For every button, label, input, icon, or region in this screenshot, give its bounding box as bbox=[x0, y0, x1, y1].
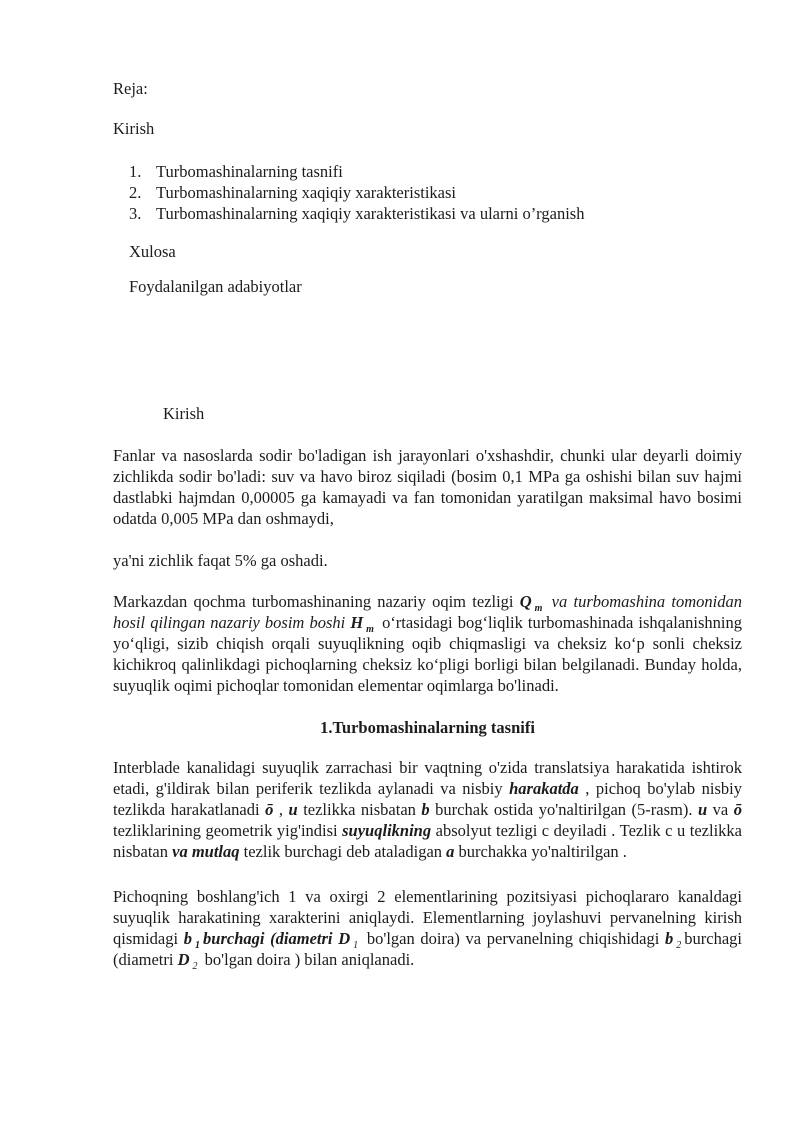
text-segment-italic: va turbomashina tomonidan hosil qilingan nazariy bosim boshi bbox=[113, 592, 742, 632]
text-segment: bo'lgan doira ) bilan aniqlanadi. bbox=[200, 950, 415, 969]
text-segment: tezliklarining geometrik yig'indisi bbox=[113, 821, 343, 840]
symbol-D: D bbox=[177, 950, 190, 969]
outline-list bbox=[129, 161, 742, 224]
subscript-1: 1 bbox=[353, 940, 359, 952]
emphasis-term: suyuqlikning bbox=[342, 821, 432, 840]
text-segment: burchakka yo'naltirilgan . bbox=[454, 842, 627, 861]
symbol-H: H bbox=[350, 613, 364, 632]
emphasis-term: va mutlaq bbox=[172, 842, 240, 861]
text-segment: absolyut tezligi c deyiladi . Tezlik c u tezlikka nisbatan bbox=[113, 821, 742, 861]
subscript-m: m bbox=[534, 603, 543, 615]
section1-heading: 1.Turbomashinalarning tasnifi bbox=[320, 718, 535, 737]
subscript-2: 2 bbox=[676, 940, 682, 952]
text-segment: bo'lgan doira) va pervanelning chiqishidagi bbox=[361, 929, 666, 948]
subscript-1: 1 bbox=[195, 940, 201, 952]
text-segment: burchak ostida yo'naltirilgan (5-rasm). bbox=[429, 800, 698, 819]
intro-paragraph-markazdan bbox=[113, 591, 742, 696]
text-segment: tezlikka nisbatan bbox=[297, 800, 422, 819]
intro-paragraph-fanlar: Fanlar va nasoslarda sodir bo'ladigan ish jarayonlari o'xshashdir, chunki ular deyarli doimiy zichlikda sodir bo'ladi: suv va havo biroz siqiladi (bosim 0,1 MPa ga oshishi bilan suv hajmi dastlabki hajmdan 0,00005 ga kamayadi va fan tomonidan yaratilgan maksimal havo bosimi odatda 0,005 MPa dan oshmaydi, bbox=[113, 446, 742, 528]
toc-item-label: Turbomashinalarning tasnifi bbox=[156, 162, 343, 181]
toc-item-number: 2. bbox=[129, 183, 142, 202]
symbol-b: b bbox=[665, 929, 674, 948]
emphasis-term: harakatda bbox=[509, 779, 579, 798]
toc-item-label: Turbomashinalarning xaqiqiy xarakteristikasi va ularni o’rganish bbox=[156, 204, 585, 223]
outline-kirish-label: Kirish bbox=[113, 119, 155, 138]
symbol-Q: Q bbox=[519, 592, 532, 611]
toc-item-number: 3. bbox=[129, 204, 142, 223]
section1-paragraph-pichoq bbox=[113, 886, 742, 973]
text-segment: , bbox=[273, 800, 289, 819]
intro-paragraph-zichlik: ya'ni zichlik faqat 5% ga oshadi. bbox=[113, 551, 328, 570]
subscript-m: m bbox=[366, 624, 374, 636]
text-segment: va bbox=[707, 800, 734, 819]
symbol-a: a bbox=[446, 842, 455, 861]
text-segment: , pichoq bo'ylab nisbiy tezlikda harakatlanadi bbox=[113, 779, 742, 819]
symbol-u: u bbox=[697, 800, 708, 819]
symbol-u: u bbox=[288, 800, 298, 819]
outline-xulosa-label: Xulosa bbox=[129, 242, 176, 261]
symbol-b: b bbox=[421, 800, 430, 819]
toc-item-label: Turbomashinalarning xaqiqiy xarakteristikasi bbox=[156, 183, 457, 202]
document-content bbox=[113, 78, 743, 973]
toc-item-2 bbox=[129, 182, 742, 203]
symbol-b: b bbox=[183, 929, 193, 948]
outline-reja-label: Reja: bbox=[113, 79, 148, 98]
emphasis-term: burchagi (diametri D bbox=[203, 929, 351, 948]
symbol-omega: ō bbox=[265, 800, 274, 819]
subscript-2: 2 bbox=[192, 961, 198, 973]
symbol-omega: ō bbox=[733, 800, 743, 819]
text-segment: burchagi (diametri bbox=[113, 929, 742, 969]
text-segment: Markazdan qochma turbomashinaning nazariy oqim tezligi bbox=[113, 592, 520, 611]
text-segment: o‘rtasidagi bog‘liqlik turbomashinada ishqalanishning yo‘qligi, sizib chiqish orqali suyuqlikning oqib chiqmasligi va cheksiz ko‘p sonli cheksiz kichikroq qalinlikdagi pichoqlarning cheksiz ko‘pligi borligi bilan belgilanadi. Bunday holda, suyuqlik oqimi pichoqlar tomonidan elementar oqimlarga bo'linadi. bbox=[113, 613, 742, 695]
toc-item-3 bbox=[129, 203, 742, 224]
toc-item-number: 1. bbox=[129, 162, 142, 181]
outline-adabiyotlar-label: Foydalanilgan adabiyotlar bbox=[129, 277, 302, 296]
text-segment: Interblade kanalidagi suyuqlik zarrachasi bir vaqtning o'zida translatsiya harakatida ishtirok etadi, g'ildirak bilan periferik tezlikda aylanadi va nisbiy bbox=[113, 758, 742, 798]
text-segment: Pichoqning boshlang'ich 1 va oxirgi 2 elementlarining pozitsiyasi pichoqlararo kanaldagi suyuqlik harakatining xarakterini aniqlaydi. Elementlarning joylashuvi pervanelning kirish qismidagi bbox=[113, 887, 742, 948]
section1-paragraph-interblade bbox=[113, 757, 742, 862]
toc-item-1 bbox=[129, 161, 742, 182]
text-segment: tezlik burchagi deb ataladigan bbox=[239, 842, 447, 861]
intro-section-heading: Kirish bbox=[163, 404, 205, 423]
